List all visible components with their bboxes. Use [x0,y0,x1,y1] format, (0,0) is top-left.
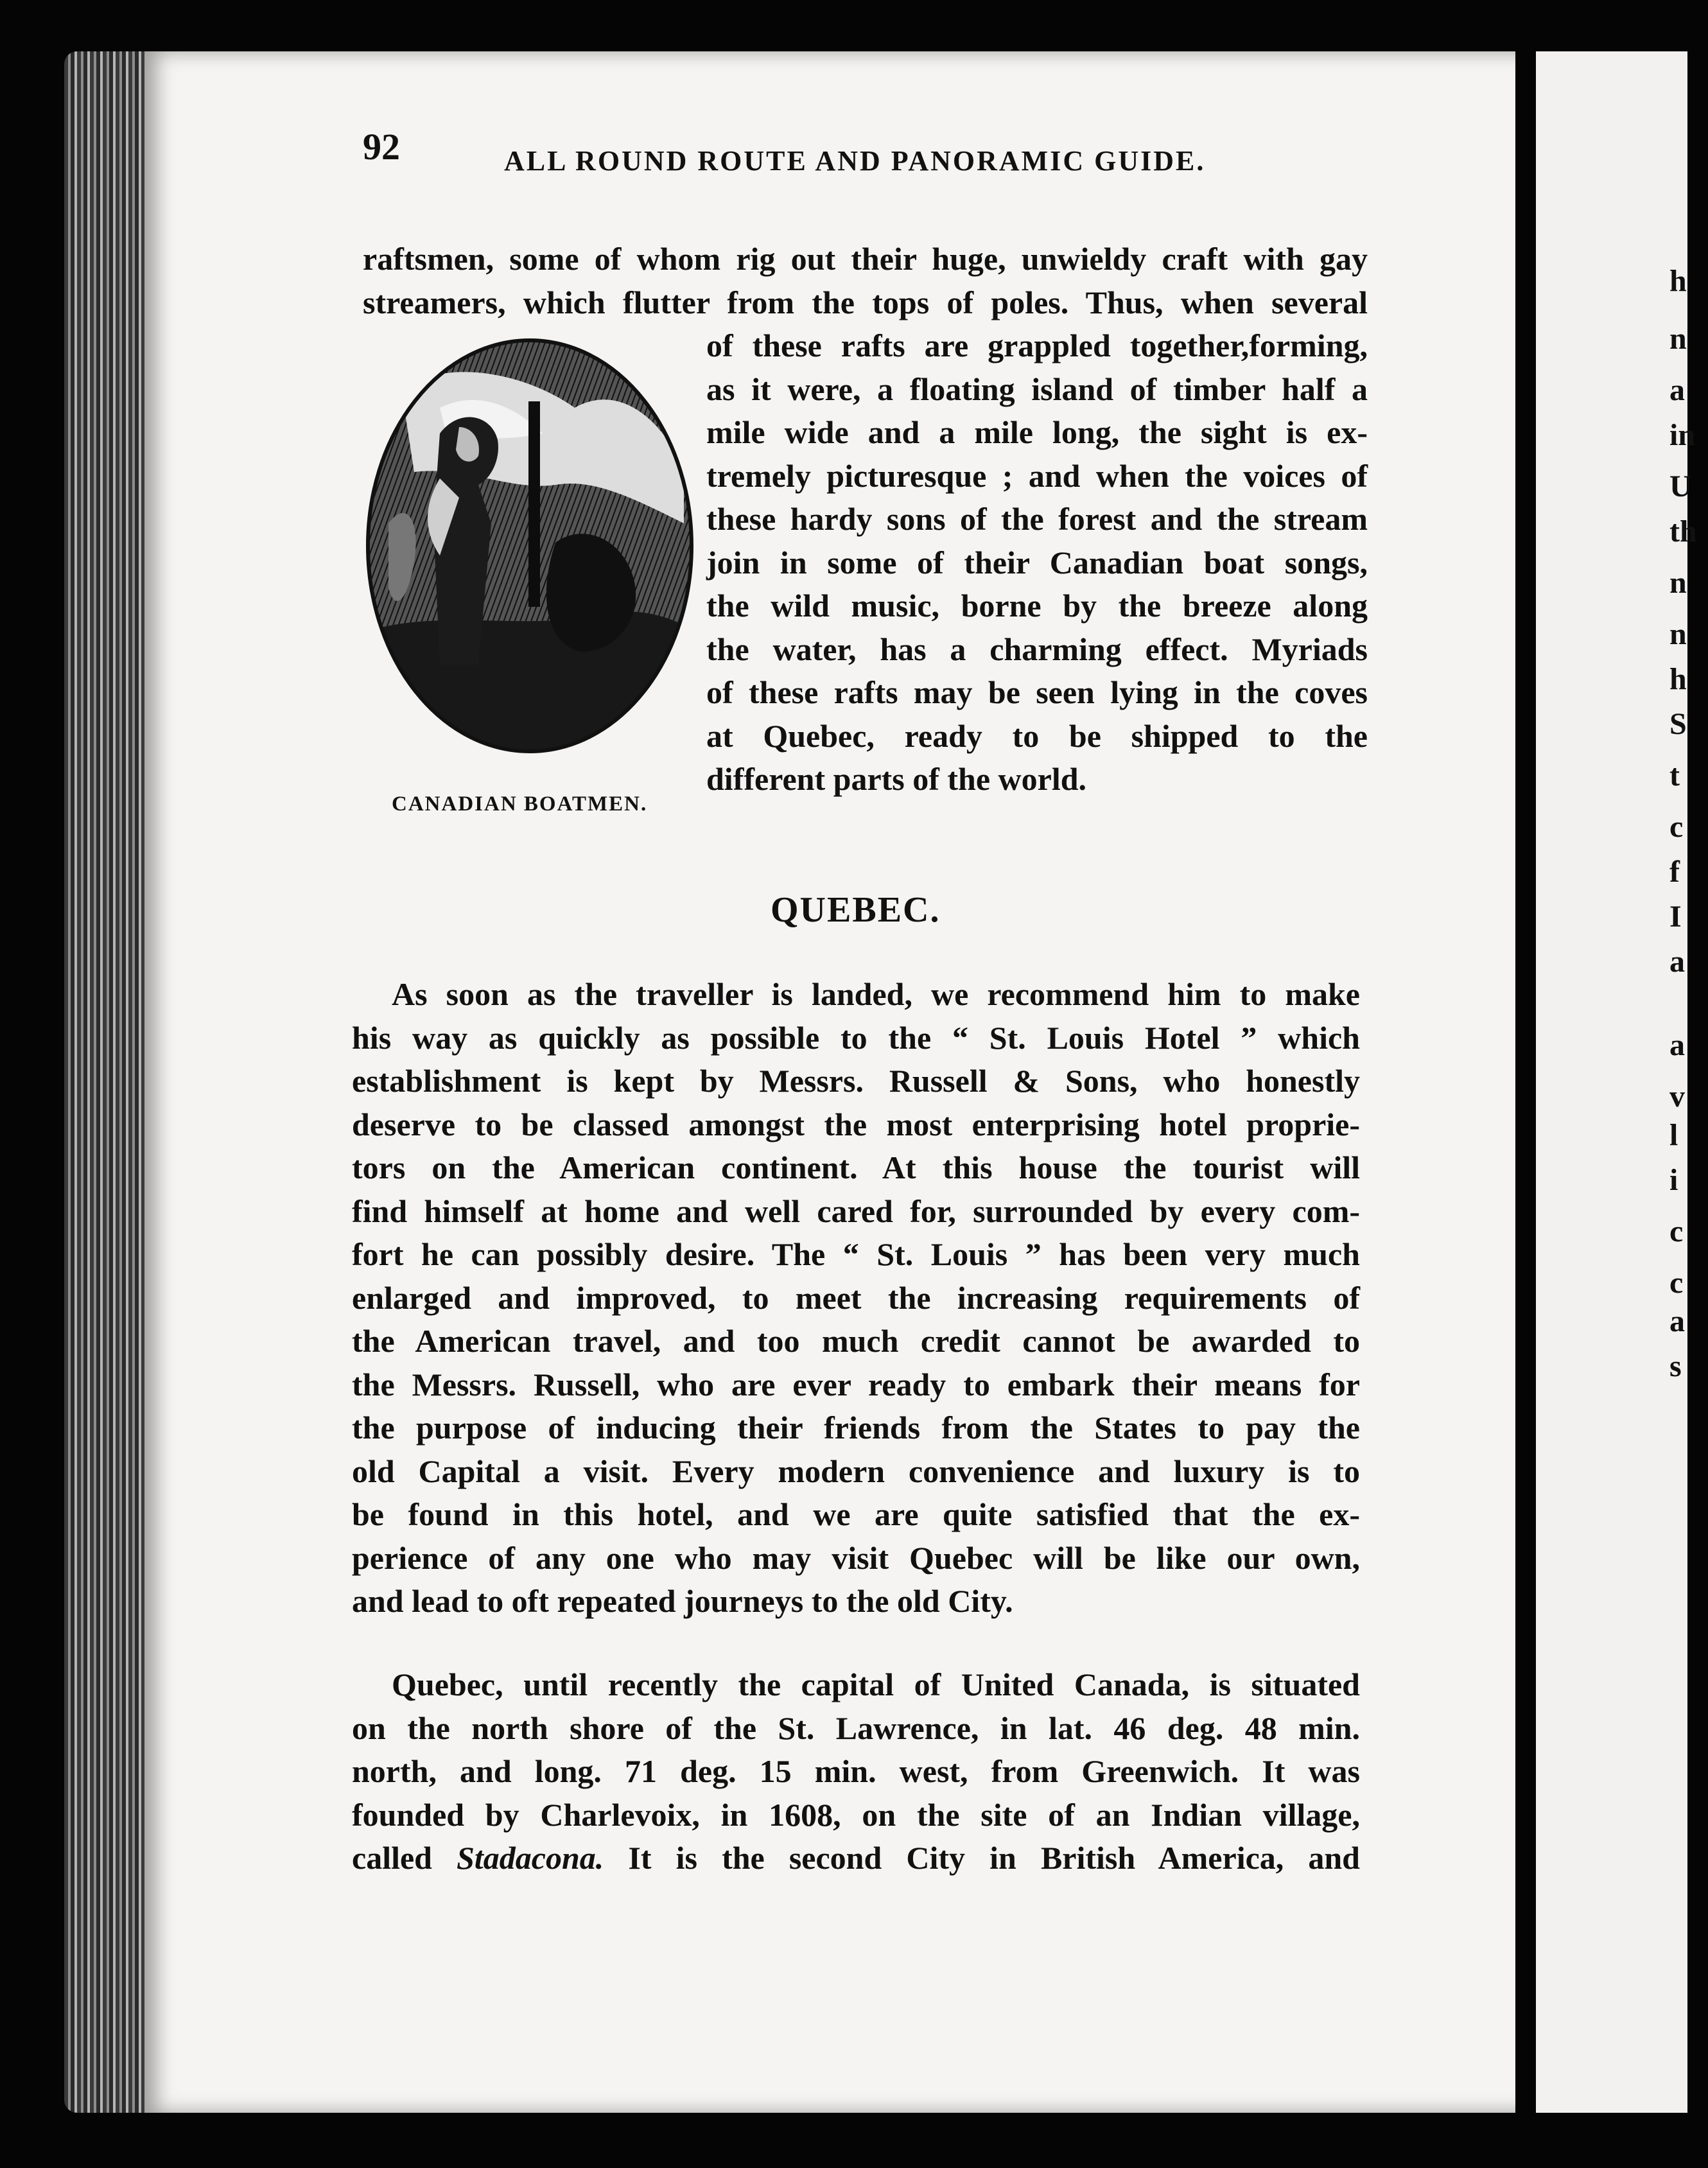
page-gutter [1515,51,1536,2113]
text-line: old Capital a visit. Every modern convenience and luxury is to [352,1453,1360,1489]
text-line: as it were, a floating island of timber half a [706,371,1368,407]
text-line: at Quebec, ready to be shipped to the [706,717,1368,754]
adjacent-page-fragment [1536,51,1697,2113]
adjacent-page-letter: S [1669,707,1687,741]
text-line: deserve to be classed amongst the most enterprising hotel proprie- [352,1106,1360,1142]
text-line: enlarged and improved, to meet the increasing requirements of [352,1279,1360,1316]
text-line: the water, has a charming effect. Myriads [706,631,1368,667]
adjacent-page-letter: f [1669,855,1680,889]
text-line: and lead to oft repeated journeys to the old City. [352,1583,1013,1619]
text-line: join in some of their Canadian boat songs, [706,544,1368,581]
text-line: mile wide and a mile long, the sight is ex- [706,414,1368,450]
text-segment: It is the second City in British America, and [604,1840,1360,1876]
text-line: raftsmen, some of whom rig out their huge, unwieldy craft with gay [363,241,1368,277]
text-segment: called [352,1840,457,1876]
text-line [352,1837,1360,1880]
text-line: of these rafts may be seen lying in the coves [706,674,1368,710]
adjacent-page-letter: h [1669,264,1687,298]
text-line: tors on the American continent. At this house the tourist will [352,1150,1360,1185]
text-line: these hardy sons of the forest and the stream [706,501,1368,537]
intro-full-lines [363,238,1368,324]
paragraph-quebec-location [352,1663,1360,1880]
text-line: north, and long. 71 deg. 15 min. west, from Greenwich. It was [352,1753,1360,1789]
adjacent-page-letter: n [1669,322,1687,356]
text-line: the Messrs. Russell, who are ever ready to embark their means for [352,1366,1360,1403]
text-line: the wild music, borne by the breeze along [706,588,1368,624]
canadian-boatmen-engraving [363,331,697,787]
running-head: ALL ROUND ROUTE AND PANORAMIC GUIDE. [504,145,1206,177]
adjacent-page-letter: th [1669,514,1697,548]
text-line: on the north shore of the St. Lawrence, in lat. 46 deg. 48 min. [352,1709,1360,1746]
text-line: tremely picturesque ; and when the voices of [706,457,1368,494]
text-line: establishment is kept by Messrs. Russell & Sons, who honestly [352,1063,1360,1099]
text-line: As soon as the traveller is landed, we recommend him to make [392,976,1360,1012]
adjacent-page-letter: n [1669,566,1687,600]
adjacent-page-letter: in [1669,418,1696,452]
book-spine-edge [64,51,148,2113]
adjacent-page-letter: I [1669,900,1682,934]
text-line: fort he can possibly desire. The “ St. Louis ” has been very much [352,1236,1360,1272]
text-line: be found in this hotel, and we are quite satisfied that the ex- [352,1496,1360,1532]
intro-side-lines [706,324,1368,801]
text-line: the American travel, and too much credit cannot be awarded to [352,1323,1360,1359]
adjacent-page-letter: U [1669,469,1692,503]
text-line: different parts of the world. [706,761,1087,797]
adjacent-page-letter: a [1669,1028,1685,1062]
adjacent-page-letter: a [1669,945,1685,979]
paragraph-hotel [352,973,1360,1623]
section-title: QUEBEC. [771,890,941,930]
text-line: streamers, which flutter from the tops of poles. Thus, when several [363,284,1368,320]
adjacent-page-letter: a [1669,373,1685,407]
text-line: Quebec, until recently the capital of United Canada, is situated [392,1666,1360,1702]
adjacent-page-letter: c [1669,1266,1684,1300]
adjacent-page-letter: s [1669,1349,1682,1383]
text-line: perience of any one who may visit Quebec will be like our own, [352,1539,1360,1576]
adjacent-page-letter: i [1669,1163,1678,1197]
adjacent-page-letter: v [1669,1080,1685,1114]
page-number: 92 [363,126,400,168]
adjacent-page-letter: a [1669,1304,1685,1338]
adjacent-page-letter: c [1669,1214,1684,1248]
illustration-caption: CANADIAN BOATMEN. [392,792,648,816]
adjacent-page-letter: h [1669,662,1687,696]
text-line: founded by Charlevoix, in 1608, on the site of an Indian village, [352,1796,1360,1833]
adjacent-page-letter: l [1669,1118,1678,1152]
text-line: his way as quickly as possible to the “ St. Louis Hotel ” which [352,1019,1360,1056]
text-line: the purpose of inducing their friends from the States to pay the [352,1410,1360,1446]
adjacent-page-letter: c [1669,810,1684,844]
adjacent-page-letter: n [1669,617,1687,651]
text-line: of these rafts are grappled together,forming, [706,328,1368,363]
text-line: find himself at home and well cared for, surrounded by every com- [352,1193,1360,1229]
emphasized-place-name: Stadacona. [457,1840,604,1876]
adjacent-page-letter: t [1669,758,1680,792]
